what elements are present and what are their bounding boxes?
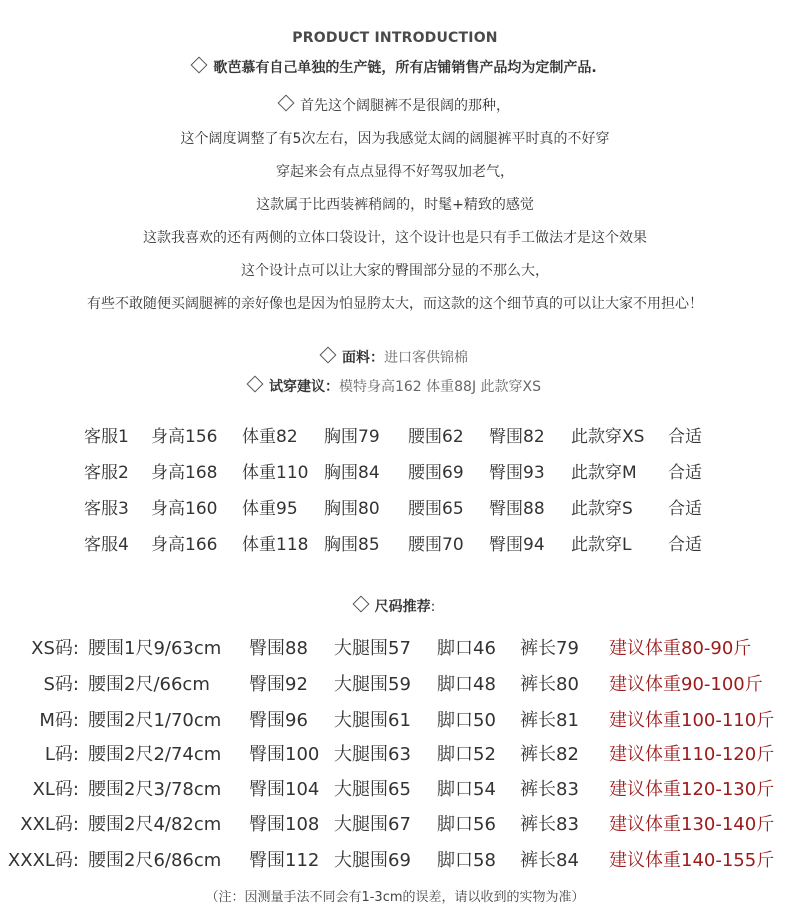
description-line: 穿起来会有点点显得不好驾驭加老气，: [276, 164, 514, 180]
size-label: XS码:: [31, 638, 79, 659]
size-weight-recommendation: 建议体重100-110斤: [609, 710, 775, 731]
size-hem: 脚口50: [437, 710, 496, 731]
size-thigh: 大腿围57: [334, 638, 411, 659]
description-line: 这个阔度调整了有5次左右，因为我感觉太阔的阔腿裤平时真的不好穿: [180, 131, 610, 147]
size-thigh: 大腿围65: [334, 779, 411, 800]
size-heading-colon: :: [430, 599, 436, 615]
staff-weight: 体重95: [242, 499, 298, 519]
size-weight-recommendation: 建议体重110-120斤: [609, 744, 775, 765]
description-text: 首先这个阔腿裤不是很阔的那种，: [300, 98, 510, 114]
fabric-label: 面料: [342, 350, 370, 366]
size-weight-recommendation: 建议体重80-90斤: [609, 638, 752, 659]
size-hem: 脚口52: [437, 744, 496, 765]
size-weight-recommendation: 建议体重120-130斤: [609, 779, 775, 800]
size-hem: 脚口58: [437, 850, 496, 871]
diamond-icon: [320, 347, 337, 364]
brand-line: [0, 57, 790, 77]
staff-fit: 合适: [668, 535, 702, 555]
description-line: 这款我喜欢的还有两侧的立体口袋设计，这个设计也是只有手工做法才是这个效果: [143, 230, 647, 246]
fitting-line: [0, 376, 790, 396]
size-thigh: 大腿围59: [334, 674, 411, 695]
size-waist: 腰围2尺1/70cm: [88, 710, 222, 731]
size-hip: 臀围100: [249, 744, 320, 765]
page-title: PRODUCT INTRODUCTION: [292, 30, 498, 46]
staff-height: 身高160: [151, 499, 218, 519]
size-label: L码:: [44, 744, 79, 765]
staff-weight: 体重82: [242, 427, 298, 447]
staff-height: 身高168: [151, 463, 218, 483]
staff-weight: 体重118: [242, 535, 309, 555]
fitting-colon: ：: [324, 379, 339, 395]
staff-name: 客服4: [84, 535, 129, 555]
size-label: XXL码:: [20, 814, 79, 835]
staff-waist: 腰围70: [408, 535, 464, 555]
staff-fit: 合适: [668, 463, 702, 483]
fitting-label: 试穿建议: [268, 379, 325, 395]
staff-bust: 胸围84: [324, 463, 380, 483]
size-waist: 腰围2尺/66cm: [88, 674, 210, 695]
size-label: XXXL码:: [7, 850, 79, 871]
staff-hip: 臀围88: [489, 499, 545, 519]
size-thigh: 大腿围69: [334, 850, 411, 871]
staff-waist: 腰围65: [408, 499, 464, 519]
description-line: 这个设计点可以让大家的臀围部分显的不那么大，: [241, 263, 549, 279]
staff-height: 身高166: [151, 535, 218, 555]
fabric-value: 进口客供锦棉: [384, 350, 468, 366]
size-waist: 腰围1尺9/63cm: [88, 638, 222, 659]
staff-hip: 臀围93: [489, 463, 545, 483]
size-hip: 臀围92: [249, 674, 308, 695]
size-waist: 腰围2尺2/74cm: [88, 744, 222, 765]
staff-bust: 胸围85: [324, 535, 380, 555]
measurement-note: （注：因测量手法不同会有1-3cm的误差，请以收到的实物为准）: [205, 890, 585, 905]
staff-height: 身高156: [151, 427, 218, 447]
size-hip: 臀围88: [249, 638, 308, 659]
diamond-icon: [246, 376, 263, 393]
size-hem: 脚口54: [437, 779, 496, 800]
size-hip: 臀围108: [249, 814, 320, 835]
size-length: 裤长84: [520, 850, 579, 871]
staff-name: 客服3: [84, 499, 129, 519]
staff-size: 此款穿XS: [571, 427, 645, 447]
staff-name: 客服1: [84, 427, 129, 447]
staff-bust: 胸围79: [324, 427, 380, 447]
size-thigh: 大腿围63: [334, 744, 411, 765]
size-hem: 脚口56: [437, 814, 496, 835]
size-label: M码:: [39, 710, 79, 731]
size-waist: 腰围2尺6/86cm: [88, 850, 222, 871]
size-length: 裤长80: [520, 674, 579, 695]
size-waist: 腰围2尺3/78cm: [88, 779, 222, 800]
size-length: 裤长82: [520, 744, 579, 765]
staff-size: 此款穿M: [571, 463, 637, 483]
size-hem: 脚口48: [437, 674, 496, 695]
staff-name: 客服2: [84, 463, 129, 483]
size-length: 裤长79: [520, 638, 579, 659]
size-weight-recommendation: 建议体重90-100斤: [609, 674, 763, 695]
size-weight-recommendation: 建议体重140-155斤: [609, 850, 775, 871]
staff-hip: 臀围94: [489, 535, 545, 555]
description-line: 这款属于比西装裤稍阔的，时髦+精致的感觉: [256, 197, 534, 213]
fitting-value: 模特身高162 体重88J 此款穿XS: [338, 379, 542, 395]
size-hip: 臀围96: [249, 710, 308, 731]
diamond-icon: [352, 596, 369, 613]
size-thigh: 大腿围61: [334, 710, 411, 731]
size-thigh: 大腿围67: [334, 814, 411, 835]
size-waist: 腰围2尺4/82cm: [88, 814, 222, 835]
fabric-line: [0, 347, 790, 367]
size-length: 裤长83: [520, 779, 579, 800]
description-line: [0, 95, 790, 115]
staff-fit: 合适: [668, 499, 702, 519]
size-length: 裤长81: [520, 710, 579, 731]
size-heading-label: 尺码推荐: [374, 599, 431, 615]
diamond-icon: [278, 95, 295, 112]
size-weight-recommendation: 建议体重130-140斤: [609, 814, 775, 835]
staff-fit: 合适: [668, 427, 702, 447]
staff-waist: 腰围69: [408, 463, 464, 483]
staff-weight: 体重110: [242, 463, 309, 483]
description-line: 有些不敢随便买阔腿裤的亲好像也是因为怕显胯太大，而这款的这个细节真的可以让大家不用担心！: [87, 296, 703, 312]
size-length: 裤长83: [520, 814, 579, 835]
staff-hip: 臀围82: [489, 427, 545, 447]
brand-line-text: 歌芭慕有自己单独的生产链，所有店铺销售产品均为定制产品.: [213, 60, 597, 76]
size-label: XL码:: [32, 779, 79, 800]
size-heading: [0, 596, 790, 616]
size-hip: 臀围112: [249, 850, 320, 871]
size-hip: 臀围104: [249, 779, 320, 800]
staff-size: 此款穿S: [571, 499, 633, 519]
size-label: S码:: [43, 674, 79, 695]
diamond-icon: [191, 57, 208, 74]
staff-waist: 腰围62: [408, 427, 464, 447]
staff-size: 此款穿L: [571, 535, 632, 555]
fabric-colon: ：: [370, 350, 384, 366]
staff-bust: 胸围80: [324, 499, 380, 519]
size-hem: 脚口46: [437, 638, 496, 659]
